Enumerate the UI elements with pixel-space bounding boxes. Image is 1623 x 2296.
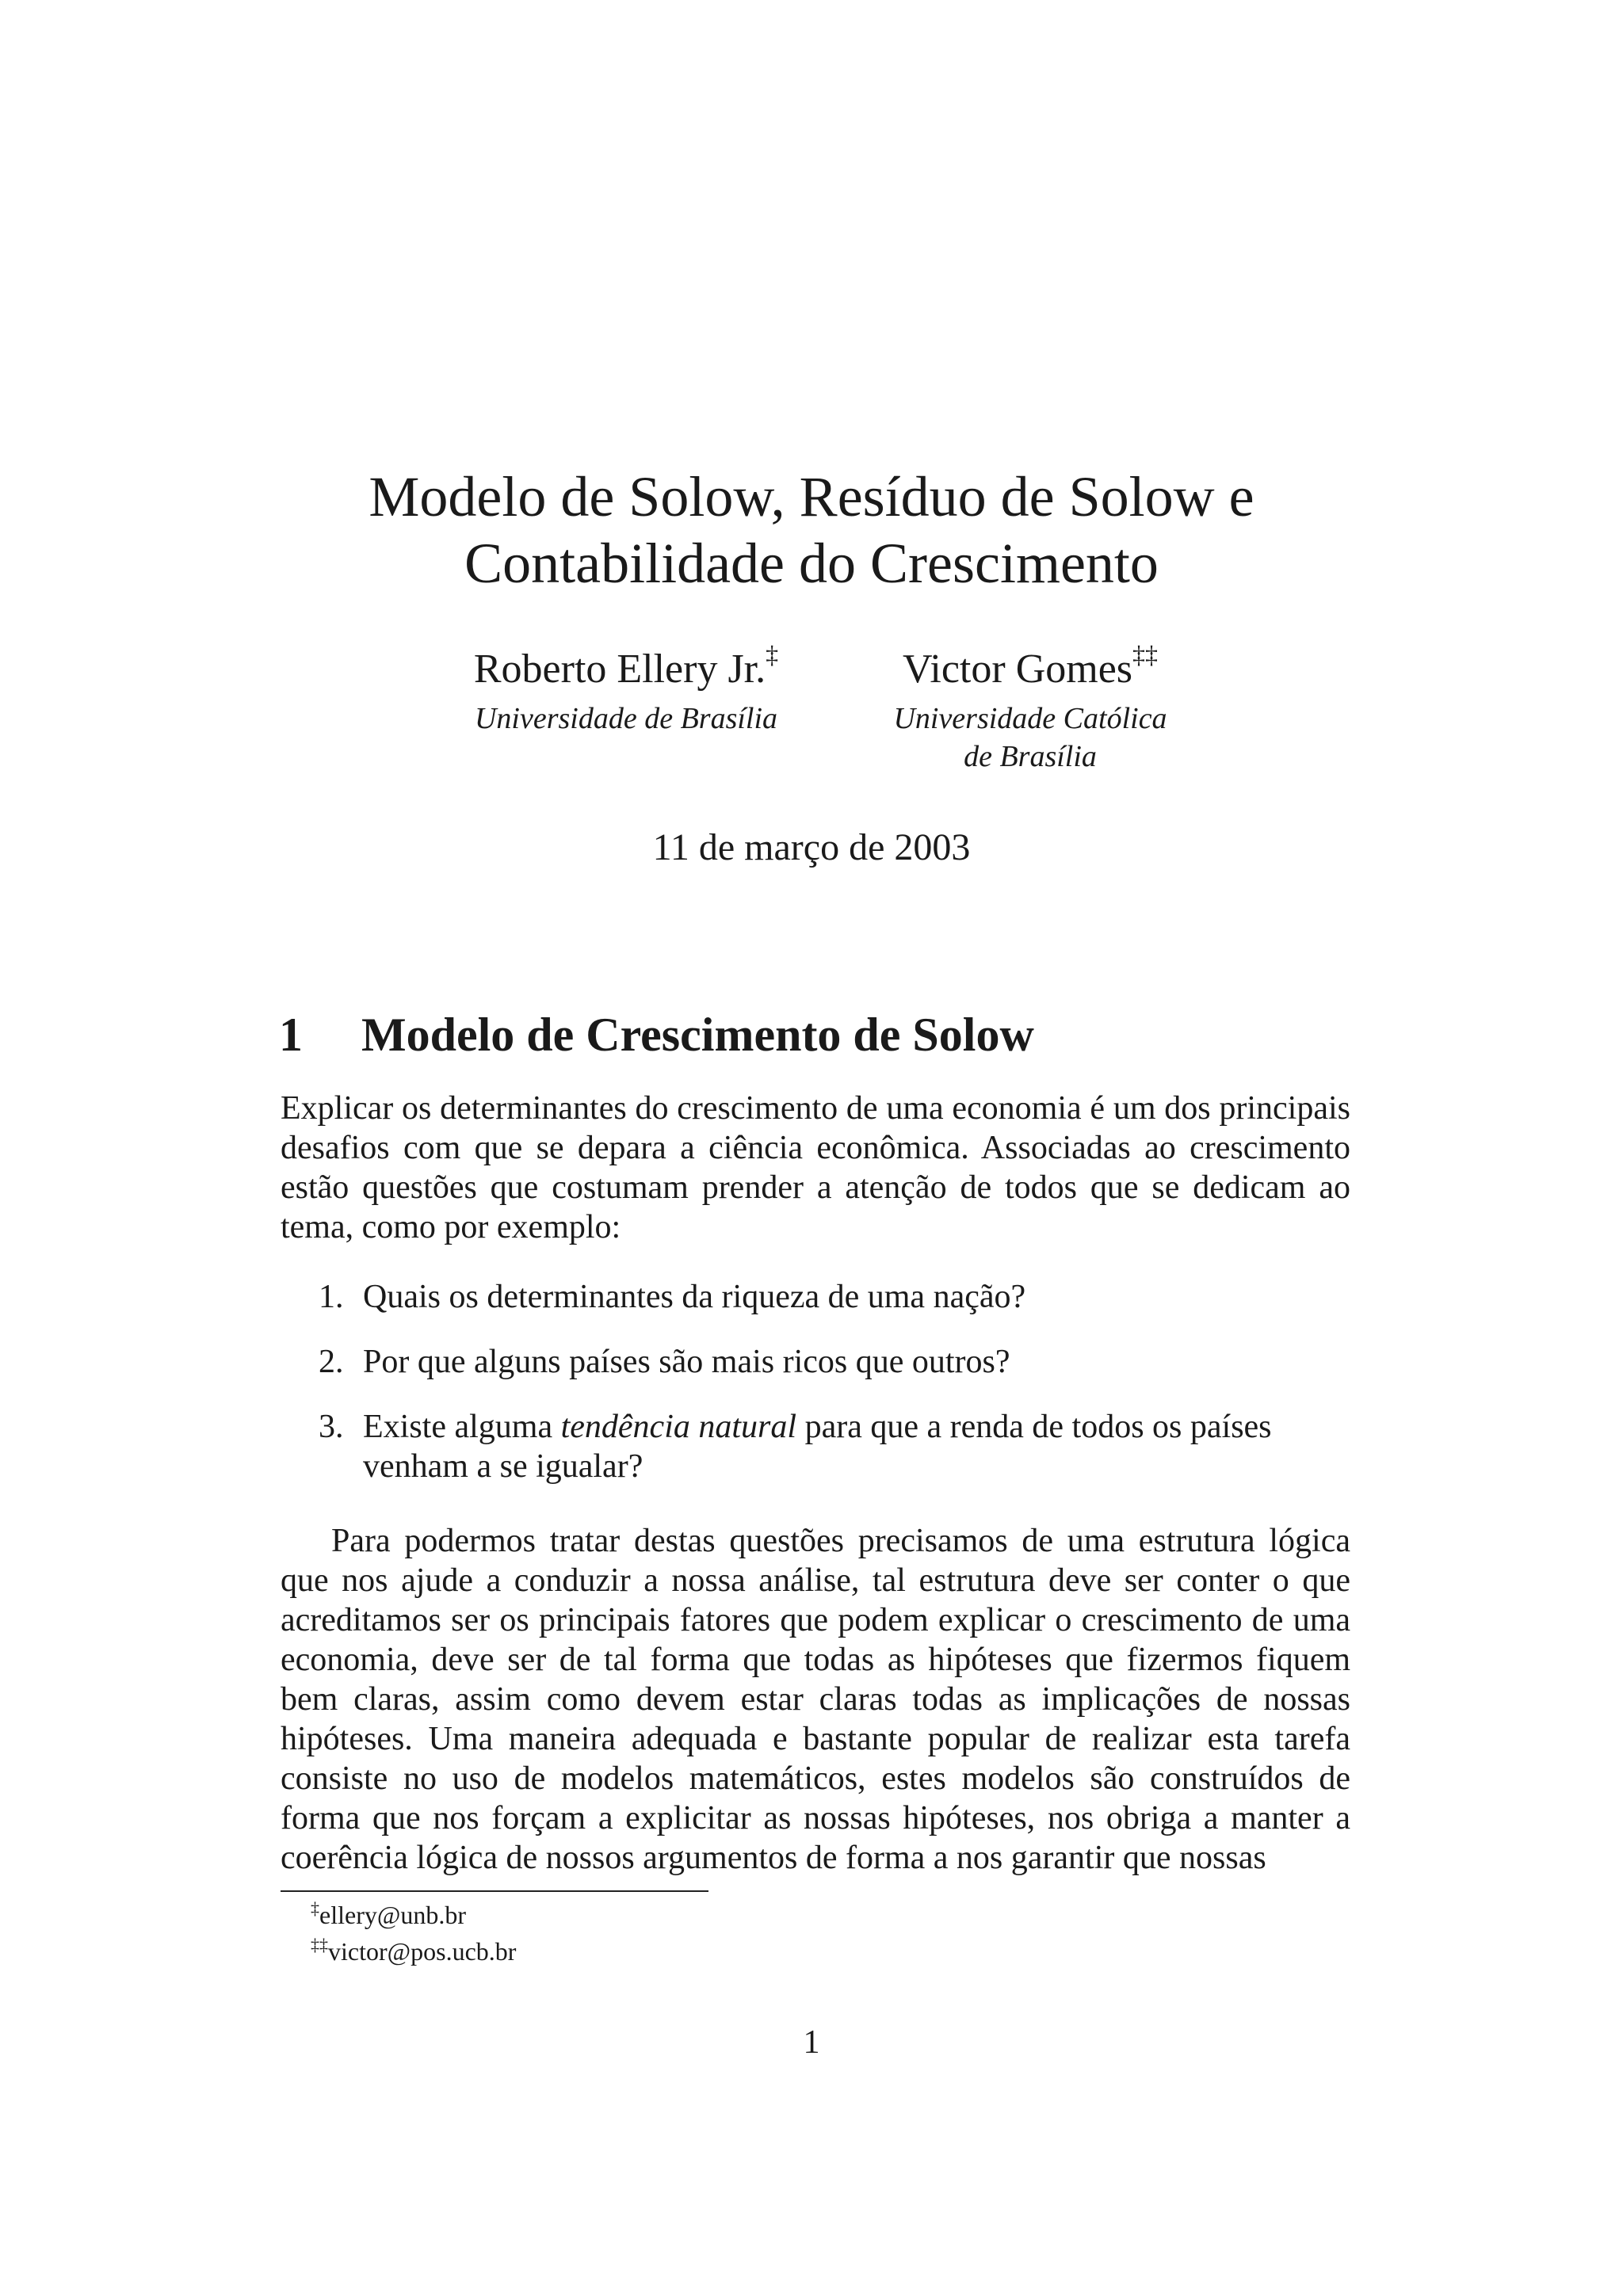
footnote-2-text: victor@pos.ucb.br — [328, 1937, 517, 1966]
author-2-name: Victor Gomes — [902, 646, 1133, 692]
author-2-affiliation-line-1: Universidade Católica — [893, 702, 1167, 735]
list-item-label: 1. — [319, 1279, 344, 1315]
author-2-name-line — [864, 640, 1197, 693]
footnote-divider — [281, 1890, 708, 1892]
author-1-affiliation-line-1: Universidade de Brasília — [474, 702, 778, 735]
author-1-name: Roberto Ellery Jr. — [473, 646, 766, 692]
footnote-2-mark: ‡‡ — [311, 1935, 328, 1955]
section-title: Modelo de Crescimento de Solow — [361, 1009, 1034, 1061]
list-item-text-emphasis: tendência natural — [560, 1409, 797, 1445]
author-2-affiliation — [864, 700, 1197, 776]
title-line-1: Modelo de Solow, Resíduo de Solow e — [369, 465, 1254, 528]
page-number: 1 — [803, 2024, 820, 2061]
list-item-text: Por que alguns países são mais ricos que outros? — [363, 1344, 1010, 1380]
section-number: 1 — [279, 1009, 303, 1061]
footnote-1-mark: ‡ — [311, 1898, 319, 1918]
author-1-name-line — [452, 640, 800, 693]
question-list — [281, 1277, 1350, 1512]
footnote-1 — [311, 1897, 516, 1933]
footnote-1-text: ellery@unb.br — [319, 1901, 466, 1929]
list-item — [281, 1277, 1350, 1317]
list-item — [281, 1407, 1350, 1486]
paper-date: 11 de março de 2003 — [652, 826, 971, 868]
author-2-affiliation-line-2: de Brasília — [964, 740, 1097, 773]
list-item-text — [363, 1409, 1272, 1485]
footnote-2 — [311, 1933, 516, 1970]
author-1-mark: ‡ — [766, 640, 779, 669]
title-line-2: Contabilidade do Crescimento — [464, 532, 1159, 595]
list-item-text-before: Existe alguma — [363, 1409, 561, 1445]
author-2-mark: ‡‡ — [1132, 640, 1159, 669]
list-item — [281, 1342, 1350, 1382]
author-2 — [864, 640, 1197, 776]
author-1 — [452, 640, 800, 738]
paper-title — [0, 463, 1623, 597]
list-item-text: Quais os determinantes da riqueza de uma nação? — [363, 1279, 1026, 1315]
footnotes — [311, 1897, 516, 1970]
paragraph-1: Explicar os determinantes do crescimento de uma economia é um dos principais desafios com que se depara a ciência econômica. Associadas ao crescimento estão questões que costumam prender a atenção de todos que se dedicam ao tema, como por exemplo: — [281, 1090, 1350, 1245]
author-1-affiliation — [452, 700, 800, 738]
list-item-label: 2. — [319, 1344, 344, 1380]
paragraph-2: Para podermos tratar destas questões precisamos de uma estrutura lógica que nos ajude a conduzir a nossa análise, tal estrutura deve ser conter o que acreditamos ser os principais fatores que podem explicar o crescimento de uma economia, deve ser de tal forma que todas as hipóteses que fizermos fiquem bem claras, assim como devem estar claras todas as implicações de nossas hipóteses. Uma maneira adequada e bastante popular de realizar esta tarefa consiste no uso de modelos matemáticos, estes modelos são construídos de forma que nos forçam a explicitar as nossas hipóteses, nos obriga a manter a coerência lógica de nossos argumentos de forma a nos garantir que nossas — [281, 1523, 1350, 1876]
list-item-label: 3. — [319, 1409, 344, 1445]
list-item-text-after: para que a renda de todos os países venham a se igualar? — [363, 1409, 1272, 1485]
section-heading — [279, 1006, 1034, 1063]
